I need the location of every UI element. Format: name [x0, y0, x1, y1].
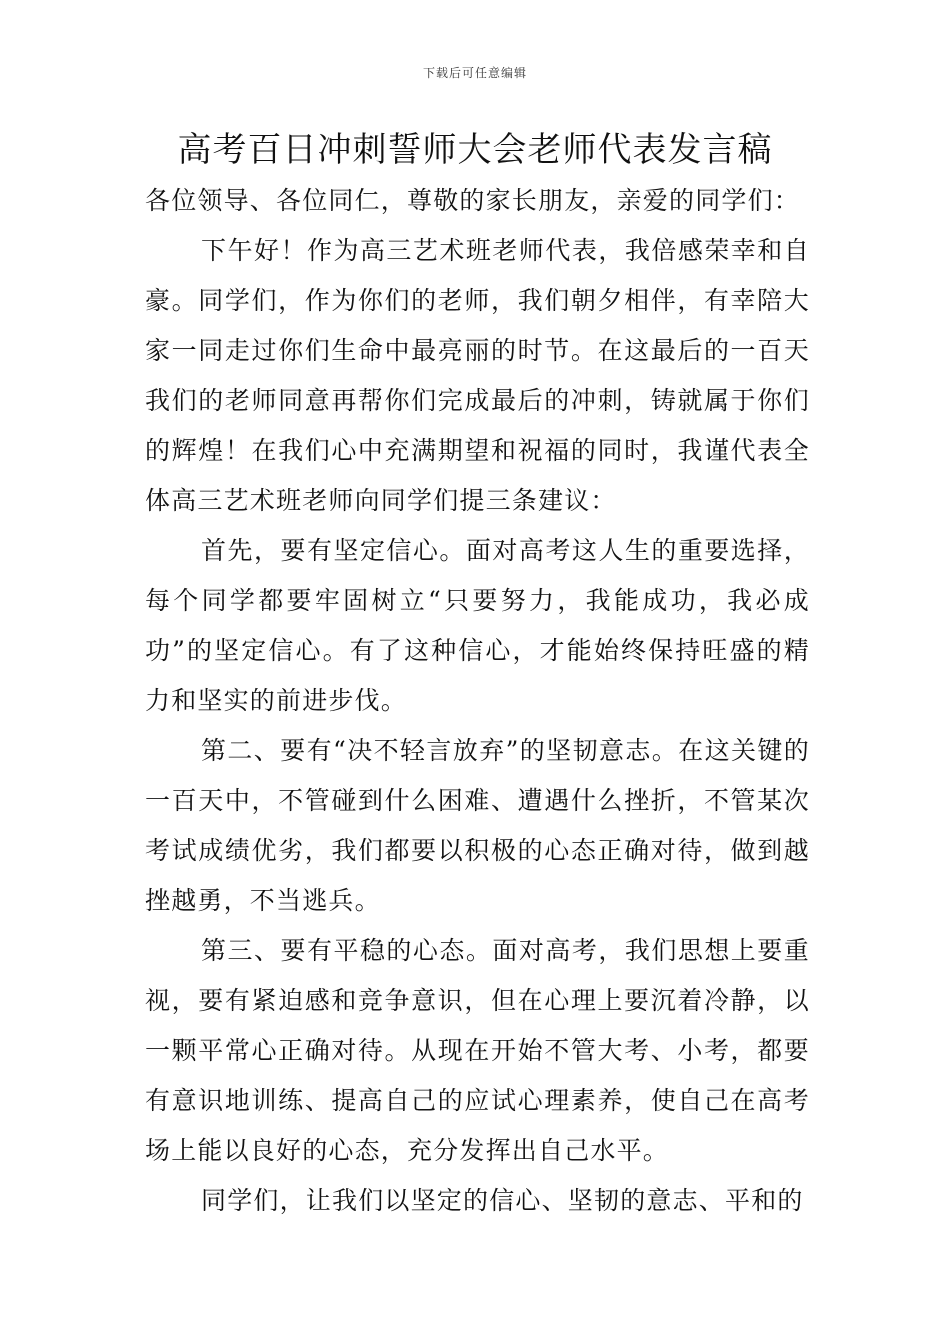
header-note: 下载后可任意编辑 — [422, 66, 527, 80]
paragraph-third-suggestion: 第三、要有平稳的心态。面对高考，我们思想上要重视，要有紧迫感和竞争意识，但在心理上要沉着冷静，以一颗平常心正确对待。从现在开始不管大考、小考，都要有意识地训练、提高自己的应试心理素养，使自己在高考场上能以良好的心态，充分发挥出自己水平。 — [145, 936, 810, 1165]
salutation: 各位领导、各位同仁，尊敬的家长朋友，亲爱的同学们： — [145, 186, 801, 215]
paragraph-second-suggestion: 第二、要有“决不轻言放弃”的坚韧意志。在这关键的一百天中，不管碰到什么困难、遭遇什么挫折，不管某次考试成绩优劣，我们都要以积极的心态正确对待，做到越挫越勇，不当逃兵。 — [145, 736, 810, 915]
document-body — [145, 176, 810, 1226]
paragraph-first-suggestion: 首先，要有坚定信心。面对高考这人生的重要选择，每个同学都要牢固树立“只要努力，我能成功，我必成功”的坚定信心。有了这种信心，才能始终保持旺盛的精力和坚实的前进步伐。 — [145, 536, 810, 715]
document-title: 高考百日冲刺誓师大会老师代表发言稿 — [177, 130, 773, 170]
paragraph-greeting: 下午好！作为高三艺术班老师代表，我倍感荣幸和自豪。同学们，作为你们的老师，我们朝夕相伴，有幸陪大家一同走过你们生命中最亮丽的时节。在这最后的一百天我们的老师同意再帮你们完成最后的冲刺，铸就属于你们的辉煌！在我们心中充满期望和祝福的同时，我谨代表全体高三艺术班老师向同学们提三条建议： — [145, 236, 810, 515]
paragraph-closing: 同学们，让我们以坚定的信心、坚韧的意志、平和的 — [201, 1186, 804, 1215]
